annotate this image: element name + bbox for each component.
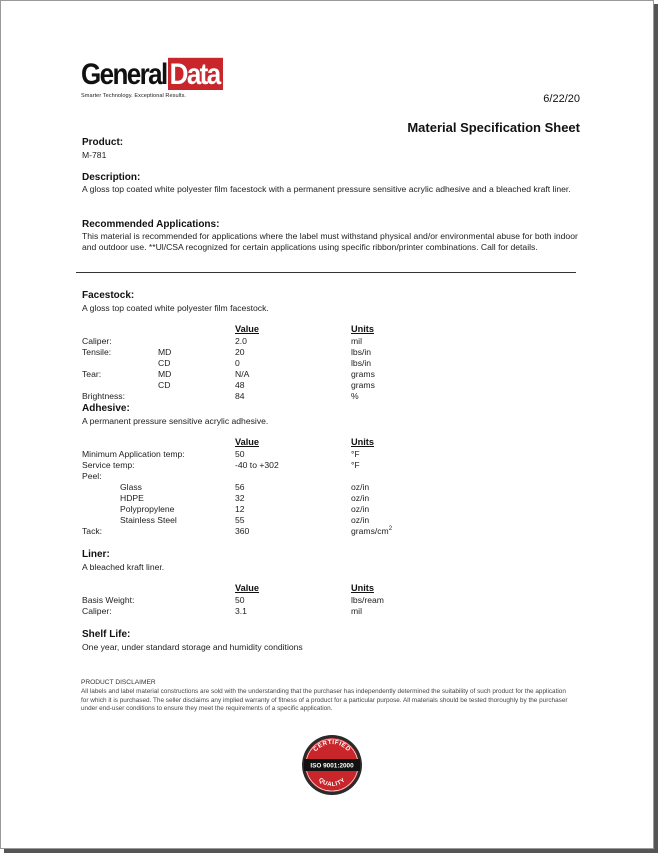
row-label: Caliper: bbox=[82, 336, 112, 346]
facestock-text: A gloss top coated white polyester film facestock. bbox=[82, 303, 269, 313]
shelf-life-text: One year, under standard storage and humidity conditions bbox=[82, 642, 303, 652]
row-unit: lbs/ream bbox=[351, 595, 384, 605]
shelf-life-heading: Shelf Life: bbox=[82, 629, 131, 640]
row-unit: lbs/in bbox=[351, 347, 372, 357]
row-value: 2.0 bbox=[235, 336, 247, 346]
row-label: Caliper: bbox=[82, 606, 112, 616]
row-value: 12 bbox=[235, 504, 245, 514]
row-label: Brightness: bbox=[82, 391, 125, 401]
peel-surface: Stainless Steel bbox=[120, 515, 177, 525]
liner-heading: Liner: bbox=[82, 549, 110, 560]
adhesive-heading: Adhesive: bbox=[82, 403, 130, 414]
row-unit bbox=[351, 526, 392, 536]
row-direction: CD bbox=[158, 380, 171, 390]
row-direction: MD bbox=[158, 369, 172, 379]
row-value: 360 bbox=[235, 526, 250, 536]
row-value: 48 bbox=[235, 380, 245, 390]
row-value: 55 bbox=[235, 515, 245, 525]
liner-text: A bleached kraft liner. bbox=[82, 562, 165, 572]
row-unit: oz/in bbox=[351, 504, 370, 514]
row-label: Peel: bbox=[82, 471, 102, 481]
logo-general-text: General bbox=[81, 56, 167, 92]
row-label: Basis Weight: bbox=[82, 595, 135, 605]
row-unit: mil bbox=[351, 606, 362, 616]
row-value: 0 bbox=[235, 358, 240, 368]
page-title: Material Specification Sheet bbox=[407, 120, 580, 135]
row-unit: °F bbox=[351, 449, 360, 459]
facestock-value-header: Value bbox=[235, 324, 260, 334]
tack-unit: grams/cm bbox=[351, 526, 389, 536]
applications-heading: Recommended Applications: bbox=[82, 219, 220, 230]
description-heading: Description: bbox=[82, 172, 141, 183]
row-unit: oz/in bbox=[351, 515, 370, 525]
logo-tagline: Smarter Technology. Exceptional Results. bbox=[81, 93, 187, 99]
row-direction: MD bbox=[158, 347, 172, 357]
row-unit: % bbox=[351, 391, 359, 401]
facestock-heading: Facestock: bbox=[82, 290, 135, 301]
row-value: 20 bbox=[235, 347, 245, 357]
applications-text: This material is recommended for applications where the label must withstand physical and/or environmental abuse for both indoor and outdoor use. **Ul/CSA recognized for certain applications using specific ribbon/printer combinations. Call for details. bbox=[82, 231, 578, 253]
row-label: Service temp: bbox=[82, 460, 135, 470]
row-value: 32 bbox=[235, 493, 245, 503]
general-data-logo bbox=[81, 56, 223, 99]
adhesive-value-header: Value bbox=[235, 437, 260, 447]
disclaimer-text: All labels and label material constructions are sold with the understanding that the purchaser has independently determined the suitability of such product for the application for which it is purchased. The seller disclaims any implied warranty of fitness of a product for a particular purpose. All materials should be tested thoroughly by the purchaser under end-user conditions to ensure they meet the requirements of a specific application. bbox=[81, 688, 568, 712]
row-value: N/A bbox=[235, 369, 250, 379]
row-label: Tack: bbox=[82, 526, 103, 536]
section-divider bbox=[76, 272, 576, 273]
row-value: 50 bbox=[235, 595, 245, 605]
row-value: 50 bbox=[235, 449, 245, 459]
row-unit: grams bbox=[351, 369, 375, 379]
row-value: 56 bbox=[235, 482, 245, 492]
seal-bottom-text: QUALITY bbox=[317, 777, 347, 789]
row-value: 3.1 bbox=[235, 606, 247, 616]
facestock-units-header: Units bbox=[351, 324, 374, 334]
row-unit: mil bbox=[351, 336, 362, 346]
row-unit: oz/in bbox=[351, 482, 370, 492]
row-label: Tear: bbox=[82, 369, 102, 379]
row-unit: °F bbox=[351, 460, 360, 470]
row-value: -40 to +302 bbox=[235, 460, 279, 470]
adhesive-units-header: Units bbox=[351, 437, 374, 447]
tack-unit-exponent: 2 bbox=[388, 526, 393, 533]
row-direction: CD bbox=[158, 358, 171, 368]
peel-surface: Glass bbox=[120, 482, 142, 492]
row-label: Minimum Application temp: bbox=[82, 449, 185, 459]
peel-surface: Polypropylene bbox=[120, 504, 175, 514]
disclaimer-title: PRODUCT DISCLAIMER bbox=[81, 679, 156, 686]
row-label: Tensile: bbox=[82, 347, 112, 357]
peel-surface: HDPE bbox=[120, 493, 144, 503]
seal-middle-text: ISO 9001:2000 bbox=[310, 762, 354, 770]
adhesive-text: A permanent pressure sensitive acrylic adhesive. bbox=[82, 416, 269, 426]
row-unit: oz/in bbox=[351, 493, 370, 503]
product-heading: Product: bbox=[82, 137, 124, 148]
liner-units-header: Units bbox=[351, 583, 374, 593]
description-text: A gloss top coated white polyester film facestock with a permanent pressure sensitive acrylic adhesive and a bleached kraft liner. bbox=[82, 184, 571, 194]
iso-certified-seal-icon bbox=[301, 734, 363, 796]
product-value: M-781 bbox=[82, 150, 107, 160]
document-date: 6/22/20 bbox=[543, 93, 580, 105]
liner-value-header: Value bbox=[235, 583, 260, 593]
row-value: 84 bbox=[235, 391, 245, 401]
row-unit: grams bbox=[351, 380, 375, 390]
row-unit: lbs/in bbox=[351, 358, 372, 368]
seal-top-text: CERTIFIED bbox=[312, 738, 352, 754]
logo-data-text: Data bbox=[168, 58, 223, 90]
